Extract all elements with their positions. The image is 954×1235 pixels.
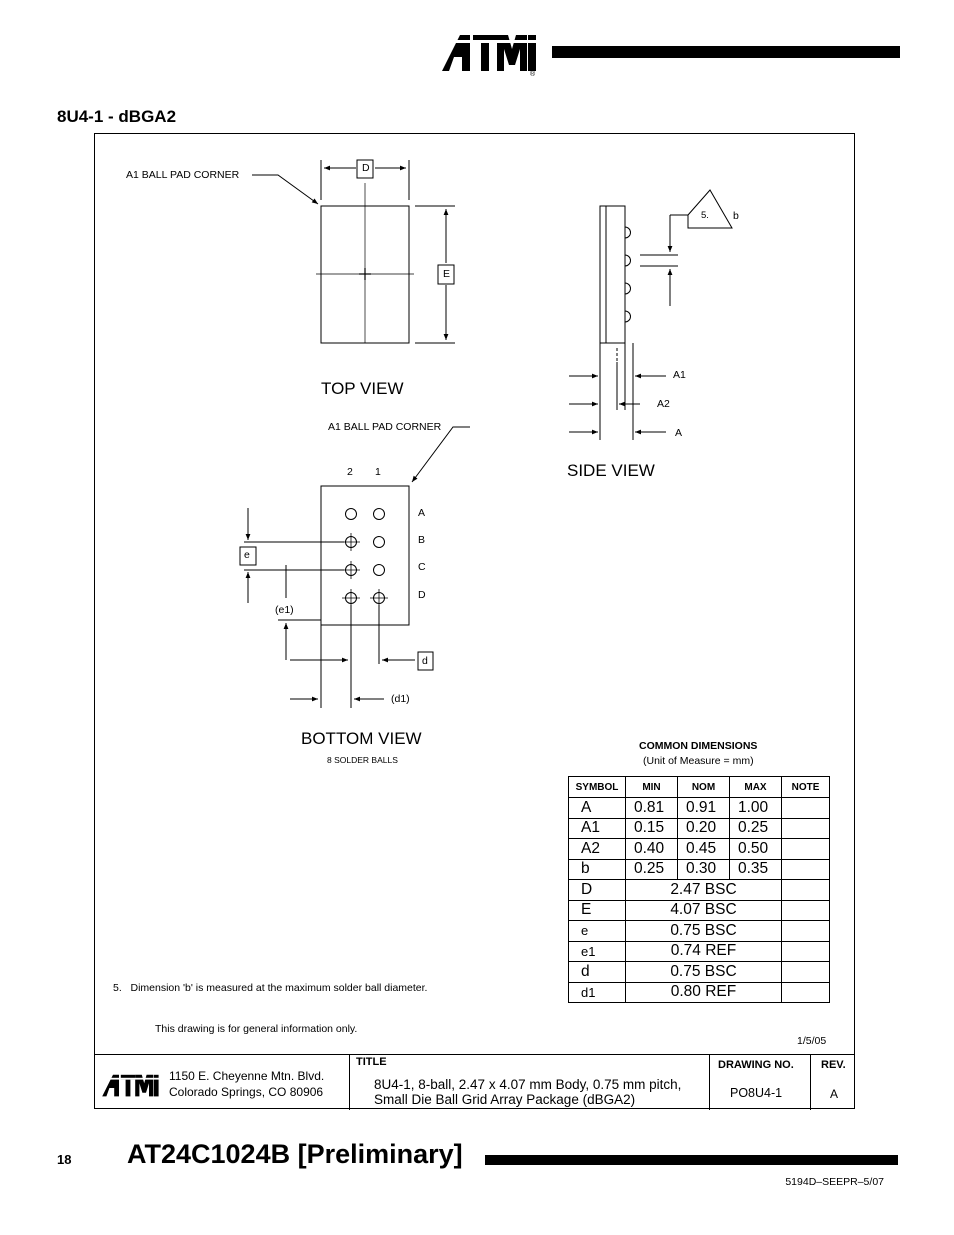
side-view-dim-a2: A2 [657, 398, 670, 410]
table-row [569, 900, 830, 921]
max-cell: 0.35 [730, 859, 782, 880]
rev-label: REV. [821, 1059, 846, 1071]
side-view-note-ref: 5. [701, 210, 709, 221]
top-view-label: TOP VIEW [321, 379, 404, 398]
max-cell: 1.00 [730, 798, 782, 819]
side-view-dim-a1: A1 [673, 369, 686, 381]
header-min: MIN [626, 777, 678, 798]
symbol-cell: e [569, 921, 626, 942]
symbol-cell: b [569, 859, 626, 880]
top-view-dim-e: E [443, 268, 451, 280]
table-row [569, 798, 830, 819]
bottom-view-row-d: D [418, 589, 426, 601]
min-cell: 0.40 [626, 839, 678, 860]
nom-cell: 0.30 [678, 859, 730, 880]
header-note: NOTE [782, 777, 830, 798]
value-cell: 4.07 BSC [626, 900, 782, 921]
note-cell [782, 839, 830, 860]
bottom-view-row-b: B [418, 534, 426, 546]
document-number: 5194D–SEEPR–5/07 [785, 1176, 884, 1188]
side-view-dim-a: A [675, 427, 683, 439]
common-dimensions-table [568, 776, 830, 1003]
symbol-cell: D [569, 880, 626, 901]
symbol-cell: A [569, 798, 626, 819]
bottom-view-sublabel: 8 SOLDER BALLS [327, 755, 398, 765]
value-cell: 0.74 REF [626, 941, 782, 962]
atmel-logo-small [100, 1070, 162, 1100]
note-cell [782, 921, 830, 942]
value-cell: 0.80 REF [626, 982, 782, 1003]
note-cell [782, 859, 830, 880]
symbol-cell: E [569, 900, 626, 921]
value-cell: 2.47 BSC [626, 880, 782, 901]
min-cell: 0.15 [626, 818, 678, 839]
footer-rule [485, 1155, 898, 1165]
section-title: 8U4-1 - dBGA2 [57, 107, 177, 126]
page-number: 18 [57, 1152, 72, 1167]
side-view-label: SIDE VIEW [567, 461, 655, 480]
title-line-1: 8U4-1, 8-ball, 2.47 x 4.07 mm Body, 0.75 mm pitch, [374, 1077, 682, 1092]
address-line-1: 1150 E. Cheyenne Mtn. Blvd. [169, 1069, 325, 1083]
header-symbol: SYMBOL [569, 777, 626, 798]
bottom-view-label: BOTTOM VIEW [301, 729, 422, 748]
note-cell [782, 982, 830, 1003]
header-nom: NOM [678, 777, 730, 798]
bottom-view-row-a: A [418, 507, 426, 519]
table-row [569, 962, 830, 983]
side-view-body [600, 206, 625, 343]
bottom-view-col-2: 2 [347, 466, 353, 478]
nom-cell: 0.91 [678, 798, 730, 819]
table-row [569, 859, 830, 880]
rev-value: A [830, 1087, 839, 1101]
note-cell [782, 818, 830, 839]
dims-unit: (Unit of Measure = mm) [643, 755, 754, 767]
drawing-no-label: DRAWING NO. [718, 1059, 794, 1071]
table-row [569, 818, 830, 839]
document-title: AT24C1024B [Preliminary] [127, 1139, 463, 1169]
general-note: This drawing is for general information only. [155, 1023, 358, 1035]
table-row [569, 880, 830, 901]
note-cell [782, 880, 830, 901]
drawing-no: PO8U4-1 [730, 1086, 783, 1100]
bottom-view-dim-d: d [422, 655, 428, 667]
max-cell: 0.50 [730, 839, 782, 860]
table-row [569, 839, 830, 860]
symbol-cell: d [569, 962, 626, 983]
bottom-view-dim-d1: (d1) [391, 693, 410, 705]
max-cell: 0.25 [730, 818, 782, 839]
note-cell [782, 798, 830, 819]
address-line-2: Colorado Springs, CO 80906 [169, 1085, 324, 1099]
min-cell: 0.81 [626, 798, 678, 819]
top-view-corner-label: A1 BALL PAD CORNER [126, 169, 240, 181]
header-max: MAX [730, 777, 782, 798]
bottom-view-dim-e1: (e1) [275, 604, 294, 616]
nom-cell: 0.20 [678, 818, 730, 839]
note-5: 5. Dimension 'b' is measured at the maximum solder ball diameter. [113, 982, 428, 994]
symbol-cell: d1 [569, 982, 626, 1003]
min-cell: 0.25 [626, 859, 678, 880]
svg-text:®: ® [530, 71, 536, 77]
drawing-date: 1/5/05 [797, 1035, 827, 1047]
note-cell [782, 900, 830, 921]
bottom-view-col-1: 1 [375, 466, 381, 478]
value-cell: 0.75 BSC [626, 962, 782, 983]
table-row [569, 982, 830, 1003]
side-view-dim-b: b [733, 210, 739, 222]
symbol-cell: A1 [569, 818, 626, 839]
table-row [569, 921, 830, 942]
note-cell [782, 962, 830, 983]
bottom-view-row-c: C [418, 561, 426, 573]
symbol-cell: A2 [569, 839, 626, 860]
symbol-cell: e1 [569, 941, 626, 962]
note-cell [782, 941, 830, 962]
nom-cell: 0.45 [678, 839, 730, 860]
bottom-view-dim-e: e [244, 549, 250, 561]
top-view-dim-d: D [362, 162, 370, 174]
bottom-view-corner-label: A1 BALL PAD CORNER [328, 421, 442, 433]
bottom-view-body [321, 486, 409, 625]
dims-title: COMMON DIMENSIONS [639, 740, 758, 752]
title-line-2: Small Die Ball Grid Array Package (dBGA2) [374, 1092, 636, 1107]
table-row [569, 941, 830, 962]
value-cell: 0.75 BSC [626, 921, 782, 942]
title-label: TITLE [356, 1056, 387, 1068]
table-header-row [569, 777, 830, 798]
